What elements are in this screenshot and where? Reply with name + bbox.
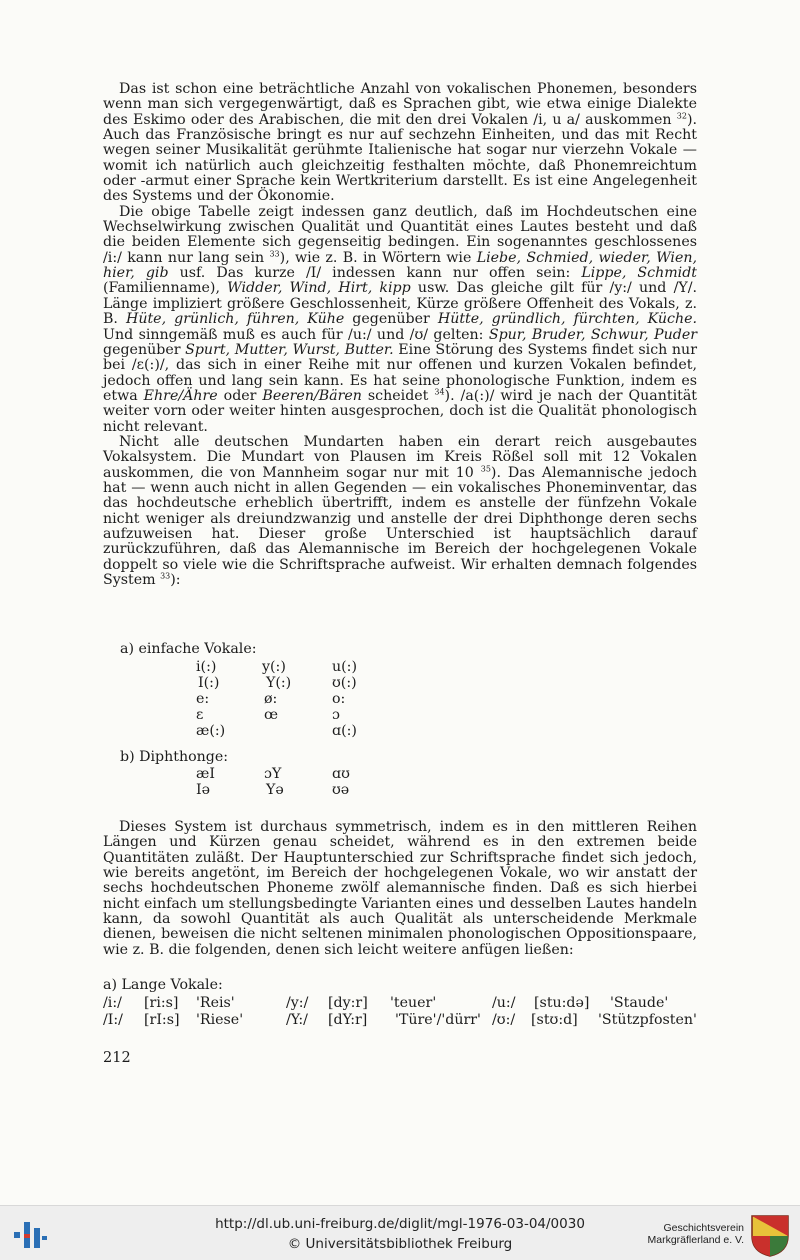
page-number: 212 (103, 1050, 131, 1066)
paragraph-2: Die obige Tabelle zeigt indessen ganz deutlich, daß im Hochdeutschen eine Wechselwirkung zwischen Qualität und Quantität eines Lautes besteht und daß die beiden Elemente sich gegenseitig bedingen. Ein sogenanntes geschlossenes /i:/ kann nur lang sein $^{33}$), wie z. B. in Wörtern wie Liebe, Schmied, wieder, Wien, hier, gib usf. Das kurze /I/ indessen kann nur offen sein: Lippe, Schmidt (Familienname), Widder, Wind, Hirt, kipp usw. Das gleiche gilt für /y:/ und /Y/. Länge impliziert größere Geschlossenheit, Kürze größere Offenheit des Vokals, z. B. Hüte, grünlich, führen, Kühe gegenüber Hütte, gründlich, fürchten, Küche. Und sinngemäß muß es auch für /u:/ und /ʊ/ gelten: Spur, Bruder, Schwur, Puder gegenüber Spurt, Mutter, Wurst, Butter. Eine Störung des Systems findet sich nur bei /ɛ(:)/, das sich in einer Reihe mit nur offenen und kurzen Vokalen befindet, jedoch offen und lang sein kann. Es hat seine phonologische Funktion, indem es etwa Ehre/Ähre oder Beeren/Bären scheidet $^{34}$). /a(:)/ wird je nach der Quantität weiter vorn oder weiter hinten ausgesprochen, doch ist die Qualität phonologisch nicht relevant. (103, 203, 698, 435)
copyright-text: © Universitätsbibliothek Freiburg (287, 1236, 513, 1252)
organization-line-1: Geschichtsverein (663, 1222, 744, 1234)
body-text-2 (103, 820, 697, 958)
document-url-link[interactable]: http://dl.ub.uni-freiburg.de/diglit/mgl-1976-03-04/0030 (215, 1216, 585, 1232)
simple-vowels-label: a) einfache Vokale: (120, 641, 257, 657)
document-page: Das ist schon eine beträchtliche Anzahl von vokalischen Phonemen, besonders wenn man sich vergegenwärtigt, daß es Sprachen gibt, wie etwa einige Dialekte des Eskimo oder des Arabischen, die mit den drei Vokalen /i, u a/ auskommen $^{32}$). Auch das Französische bringt es nur auf sechzehn Einheiten, und das mit Recht wegen seiner Musikalität gerühmte Italienische hat sogar nur vierzehn Vokale — womit ich natürlich auch gleichzeitig festhalten möchte, daß Phonemreichtum oder -armut einer Sprache kein Wertkriterium darstellt. Es ist eine Angelegenheit des Systems und der Ökonomie. Die obige Tabelle zeigt indessen ganz deutlich, daß im Hochdeutschen eine Wechselwirkung zwischen Qualität und Quantität eines Lautes besteht und daß die beiden Elemente sich gegenseitig bedingen. Ein sogenanntes geschlossenes /i:/ kann nur lang sein $^{33}$), wie z. B. in Wörtern wie Liebe, Schmied, wieder, Wien, hier, gib usf. Das kurze /I/ indessen kann nur offen sein: Lippe, Schmidt (Familienname), Widder, Wind, Hirt, kipp usw. Das gleiche gilt für /y:/ und /Y/. Länge impliziert größere Geschlossenheit, Kürze größere Offenheit des Vokals, z. B. Hüte, grünlich, führen, Kühe gegenüber Hütte, gründlich, fürchten, Küche. Und sinngemäß muß es auch für /u:/ und /ʊ/ gelten: Spur, Bruder, Schwur, Puder gegenüber Spurt, Mutter, Wurst, Butter. Eine Störung des Systems findet sich nur bei /ɛ(:)/, das sich in einer Reihe mit nur offenen und kurzen Vokalen befindet, jedoch offen und lang sein kann. Es hat seine phonologische Funktion, indem es etwa Ehre/Ähre oder Beeren/Bären scheidet $^{34}$). /a(:)/ wird je nach der Quantität weiter vorn oder weiter hinten ausgesprochen, doch ist die Qualität phonologisch nicht relevant. Nicht alle deutschen Mundarten haben ein derart reich ausgebautes Vokalsystem. Die Mundart von Plausen im Kreis Rößel soll mit 12 Vokalen auskommen, die von Mannheim sogar nur mit 10 $^{35}$). Das Alemannische jedoch hat — wenn auch nicht in allen Gegenden — ein vokalisches Phoneminventar, das das hochdeutsche erheblich übertrifft, indem es anstelle der fünfzehn Vokale nicht weniger als dreiundzwanzig und anstelle der drei Diphthonge deren sechs aufzuweisen hat. Dieser große Unterschied ist hauptsächlich darauf zurückzuführen, daß das Alemannische im Bereich der hochgelegenen Vokale doppelt so viele wie die Schriftsprache aufweist. Wir erhalten demnach folgendes System $^{33}$): a) einfache Vokale: i(:) y(:) u(:) I(:) Y(:) ʊ(:) e: ø: o: ɛ œ ɔ æ(:) ɑ(:) b) Diphthonge: æI ɔY ɑʊ Iə Yə ʊə Dieses System ist durchaus symmetrisch, indem es in den mittleren Reihen Längen und Kürzen genau scheidet, während es in den extremen beide Quantitäten zuläßt. Der Hauptunterschied zur Schriftsprache findet sich jedoch, wie bereits angetönt, im Bereich der hochgelegenen Vokale, wo wir anstatt der sechs hochdeutschen Phoneme zwölf alemannische finden. Daß es sich hierbei nicht einfach um stellungsbedingte Varianten eines und desselben Lautes handeln kann, da sowohl Quantität als auch Qualität als unterscheidende Merkmale dienen, beweisen die nicht seltenen minimalen phonologischen Oppositionspaare, wie z. B. die folgenden, denen sich leicht weitere anfügen ließen: a) Lange Vokale: /i:/ [ri:s] 'Reis' /y:/ [dy:r] 'teuer' /u:/ [stu:də] 'Staude' /I:/ [rI:s] 'Riese' /Y:/ [dY:r] 'Türe'/'dürr' /ʊ:/ [stʊ:d] 'Stützpfosten' 212 (0, 0, 800, 1205)
organization-line-2: Markgräflerland e. V. (647, 1234, 744, 1246)
paragraph-4: Dieses System ist durchaus symmetrisch, indem es in den mittleren Reihen Längen und Kürzen genau scheidet, während es in den extremen beide Quantitäten zuläßt. Der Hauptunterschied zur Schriftsprache findet sich jedoch, wie bereits angetönt, im Bereich der hochgelegenen Vokale, wo wir anstatt der sechs hochdeutschen Phoneme zwölf alemannische finden. Daß es sich hierbei nicht einfach um stellungsbedingte Varianten eines und desselben Lautes handeln kann, da sowohl Quantität als auch Qualität als unterscheidende Merkmale dienen, beweisen die nicht seltenen minimalen phonologischen Oppositionspaare, wie z. B. die folgenden, denen sich leicht weitere anfügen ließen: (103, 819, 697, 958)
paragraph-3: Nicht alle deutschen Mundarten haben ein derart reich ausgebautes Vokalsystem. Die Mundart von Plausen im Kreis Rößel soll mit 12 Vokalen auskommen, die von Mannheim sogar nur mit 10 $^{35}$). Das Alemannische jedoch hat — wenn auch nicht in allen Gegenden — ein vokalisches Phoneminventar, das das hochdeutsche erheblich übertrifft, indem es anstelle der fünfzehn Vokale nicht weniger als dreiundzwanzig und anstelle der drei Diphthonge deren sechs aufzuweisen hat. Dieser große Unterschied ist hauptsächlich darauf zurückzuführen, daß das Alemannische im Bereich der hochgelegenen Vokale doppelt so viele wie die Schriftsprache aufweist. Wir erhalten demnach folgendes System $^{33}$): (103, 433, 697, 588)
paragraph-1: Das ist schon eine beträchtliche Anzahl von vokalischen Phonemen, besonders wenn man sich vergegenwärtigt, daß es Sprachen gibt, wie etwa einige Dialekte des Eskimo oder des Arabischen, die mit den drei Vokalen /i, u a/ auskommen $^{32}$). Auch das Französische bringt es nur auf sechzehn Einheiten, und das mit Recht wegen seiner Musikalität gerühmte Italienische hat sogar nur vierzehn Vokale — womit ich natürlich auch gleichzeitig festhalten möchte, daß Phonemreichtum oder -armut einer Sprache kein Wertkriterium darstellt. Es ist eine Angelegenheit des Systems und der Ökonomie. (103, 81, 697, 205)
organization-name (648, 1222, 745, 1246)
long-vowels-label: a) Lange Vokale: (103, 977, 223, 993)
viewer-footer (0, 1205, 800, 1260)
body-text (103, 82, 697, 588)
diphthongs-label: b) Diphthonge: (120, 749, 229, 765)
coat-of-arms-icon (750, 1214, 790, 1258)
